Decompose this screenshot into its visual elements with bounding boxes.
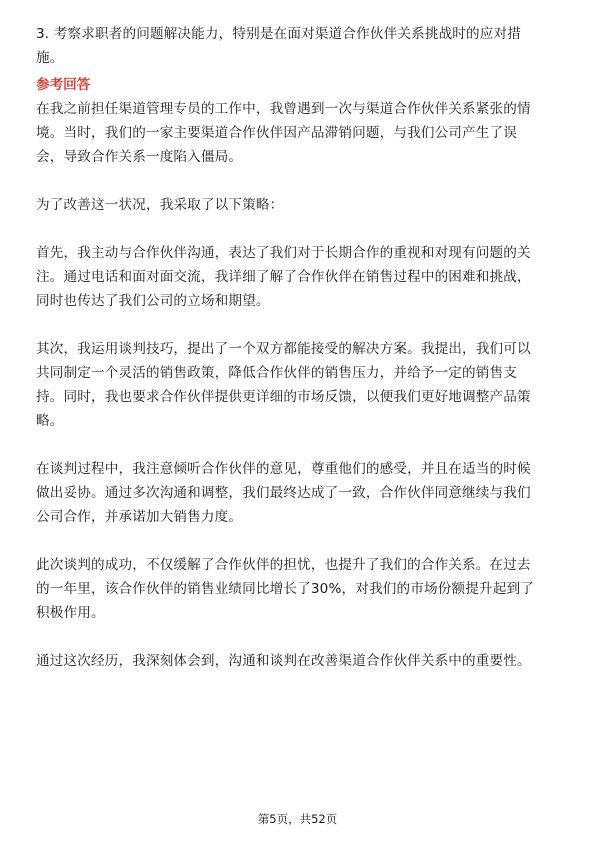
- paragraph-line: 在我之前担任渠道管理专员的工作中，我曾遇到一次与渠道合作伙伴关系紧张的情: [36, 101, 531, 117]
- paragraph-line: 境。当时，我们的一家主要渠道合作伙伴因产品滞销问题，与我们公司产生了误: [36, 125, 518, 141]
- question-line: 3. 考察求职者的问题解决能力，特别是在面对渠道合作伙伴关系挑战时的应对措: [36, 26, 522, 42]
- paragraph-line: 其次，我运用谈判技巧，提出了一个双方都能接受的解决方案。我提出，我们可以: [36, 341, 531, 357]
- paragraph-line: 公司合作，并承诺加大销售力度。: [36, 509, 243, 525]
- answer-paragraph-4: [36, 337, 559, 433]
- paragraph-line: 在谈判过程中，我注意倾听合作伙伴的意见，尊重他们的感受，并且在适当的时候: [36, 461, 531, 477]
- page-number: 第5页，共52页: [257, 812, 338, 826]
- paragraph-line: 同时也传达了我们公司的立场和期望。: [36, 293, 270, 309]
- answer-paragraph-7: [36, 649, 559, 673]
- answer-paragraph-1: [36, 97, 559, 169]
- paragraph-spacer: [36, 433, 559, 457]
- answer-paragraph-2: [36, 193, 559, 217]
- paragraph-line: 会，导致合作关系一度陷入僵局。: [36, 149, 243, 165]
- answer-paragraph-5: [36, 457, 559, 529]
- paragraph-spacer: [36, 529, 559, 553]
- answer-paragraph-6: [36, 553, 559, 625]
- paragraph-line: 此次谈判的成功，不仅缓解了合作伙伴的担忧，也提升了我们的合作关系。在过去: [36, 557, 531, 573]
- paragraph-line: 通过这次经历，我深刻体会到，沟通和谈判在改善渠道合作伙伴关系中的重要性。: [36, 653, 531, 669]
- paragraph-spacer: [36, 217, 559, 241]
- paragraph-line: 略。: [36, 413, 64, 429]
- paragraph-spacer: [36, 625, 559, 649]
- question-line: 施。: [36, 50, 64, 66]
- paragraph-line: 持。同时，我也要求合作伙伴提供更详细的市场反馈，以便我们更好地调整产品策: [36, 389, 531, 405]
- paragraph-line: 积极作用。: [36, 605, 105, 621]
- document-body: [36, 22, 559, 673]
- paragraph-spacer: [36, 169, 559, 193]
- question-text: [36, 22, 559, 70]
- paragraph-line: 为了改善这一状况，我采取了以下策略：: [36, 197, 284, 213]
- answer-label: 参考回答: [36, 77, 91, 93]
- paragraph-line: 共同制定一个灵活的销售政策，降低合作伙伴的销售压力，并给予一定的销售支: [36, 365, 518, 381]
- paragraph-line: 注。通过电话和面对面交流，我详细了解了合作伙伴在销售过程中的困难和挑战，: [36, 269, 531, 285]
- answer-paragraph-3: [36, 241, 559, 313]
- page-footer: [0, 811, 595, 827]
- paragraph-line: 做出妥协。通过多次沟通和调整，我们最终达成了一致，合作伙伴同意继续与我们: [36, 485, 531, 501]
- paragraph-line: 首先，我主动与合作伙伴沟通，表达了我们对于长期合作的重视和对现有问题的关: [36, 245, 531, 261]
- paragraph-line: 的一年里，该合作伙伴的销售业绩同比增长了30%，对我们的市场份额提升起到了: [36, 581, 534, 597]
- paragraph-spacer: [36, 313, 559, 337]
